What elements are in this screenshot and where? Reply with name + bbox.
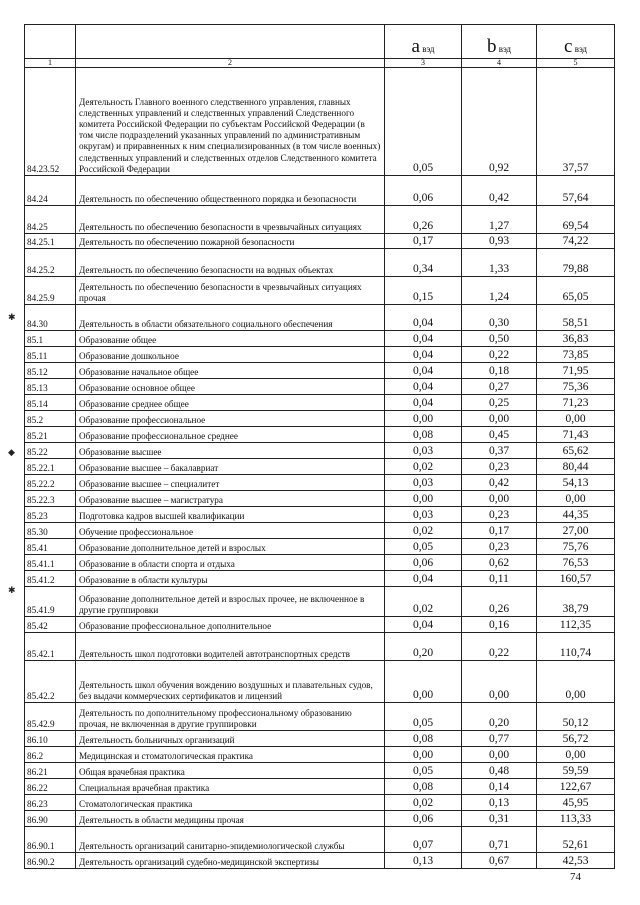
coef-b-cell: 0,23 [462,507,537,523]
code-cell: 85.30 [25,523,76,539]
code-cell: 84.30 [25,305,76,331]
coef-a-cell: 0,00 [385,411,462,427]
coef-b-cell: 0,26 [462,587,537,617]
activity-name-cell: Образование начальное общее [76,363,385,379]
coef-b-cell: 0,71 [462,827,537,853]
coef-a-cell: 0,02 [385,795,462,811]
coef-b-cell: 0,37 [462,443,537,459]
table-row [25,331,615,347]
activity-name-cell: Деятельность по дополнительному профессиональному образованию прочая, не включенная в другие группировки [76,703,385,731]
coef-a-cell: 0,03 [385,507,462,523]
coef-b-cell: 0,31 [462,811,537,827]
coef-b-cell: 1,27 [462,206,537,234]
activity-name-cell: Деятельность организаций санитарно-эпидемиологической службы [76,827,385,853]
activity-name-cell: Медицинская и стоматологическая практика [76,747,385,763]
coef-c-cell: 65,05 [537,277,615,305]
activity-name-cell: Образование дополнительное детей и взрослых [76,539,385,555]
table-row [25,763,615,779]
coef-c-cell: 122,67 [537,779,615,795]
coef-c-cell: 45,95 [537,795,615,811]
table-row [25,234,615,249]
coef-c-cell: 0,00 [537,747,615,763]
activity-name-cell: Общая врачебная практика [76,763,385,779]
coef-a-cell: 0,04 [385,395,462,411]
coefficients-table [24,24,615,869]
header-code-cell [25,25,76,59]
table-row [25,427,615,443]
table-row [25,617,615,633]
table-row [25,779,615,795]
coef-b-cell: 0,00 [462,411,537,427]
code-cell: 85.13 [25,379,76,395]
activity-name-cell: Образование среднее общее [76,395,385,411]
activity-name-cell: Образование высшее – магистратура [76,491,385,507]
table-row [25,507,615,523]
code-cell: 86.10 [25,731,76,747]
table-row [25,277,615,305]
code-cell: 86.2 [25,747,76,763]
code-cell: 85.42 [25,617,76,633]
activity-name-cell: Образование высшее – специалитет [76,475,385,491]
coef-a-cell: 0,03 [385,443,462,459]
activity-name-cell: Деятельность школ подготовки водителей автотранспортных средств [76,633,385,661]
coef-c-cell: 36,83 [537,331,615,347]
column-index-cell: 5 [537,59,615,68]
activity-name-cell: Деятельность школ обучения вождению воздушных и плавательных судов, без выдачи коммерческих сертификатов и лицензий [76,661,385,703]
code-cell: 84.24 [25,176,76,206]
header-b-symbol: b [486,35,497,57]
coef-b-cell: 0,23 [462,459,537,475]
activity-name-cell: Подготовка кадров высшей квалификации [76,507,385,523]
coef-a-cell: 0,34 [385,249,462,277]
coef-a-cell: 0,17 [385,234,462,249]
coef-b-cell: 0,67 [462,853,537,869]
coef-a-cell: 0,03 [385,475,462,491]
coef-b-cell: 0,45 [462,427,537,443]
coef-c-cell: 58,51 [537,305,615,331]
coef-a-cell: 0,02 [385,587,462,617]
coef-a-cell: 0,04 [385,617,462,633]
table-row [25,853,615,869]
coef-c-cell: 75,76 [537,539,615,555]
activity-name-cell: Деятельность в области медицины прочая [76,811,385,827]
code-cell: 86.23 [25,795,76,811]
activity-name-cell: Образование дошкольное [76,347,385,363]
coef-a-cell: 0,13 [385,853,462,869]
document-table-container [24,24,614,869]
table-header-row [25,25,615,59]
coef-b-cell: 0,00 [462,491,537,507]
coef-b-cell: 0,16 [462,617,537,633]
coef-c-cell: 50,12 [537,703,615,731]
coef-a-cell: 0,04 [385,347,462,363]
coef-a-cell: 0,08 [385,427,462,443]
coef-b-cell: 0,23 [462,539,537,555]
table-row [25,206,615,234]
header-b-subscript: вэд [498,43,512,54]
code-cell: 85.41.9 [25,587,76,617]
coef-a-cell: 0,06 [385,176,462,206]
table-row [25,571,615,587]
coef-c-cell: 71,95 [537,363,615,379]
table-row [25,363,615,379]
coef-c-cell: 160,57 [537,571,615,587]
coef-a-cell: 0,08 [385,779,462,795]
coef-b-cell: 0,14 [462,779,537,795]
activity-name-cell: Образование в области культуры [76,571,385,587]
coef-b-cell: 0,11 [462,571,537,587]
activity-name-cell: Деятельность по обеспечению безопасности в чрезвычайных ситуациях [76,206,385,234]
code-cell: 85.12 [25,363,76,379]
coef-b-cell: 0,20 [462,703,537,731]
coef-b-cell: 0,50 [462,331,537,347]
table-row [25,827,615,853]
coef-c-cell: 0,00 [537,411,615,427]
coef-c-cell: 44,35 [537,507,615,523]
coef-a-cell: 0,02 [385,523,462,539]
table-row [25,539,615,555]
coef-b-cell: 0,13 [462,795,537,811]
coef-a-cell: 0,07 [385,827,462,853]
coef-a-cell: 0,06 [385,555,462,571]
coef-a-cell: 0,00 [385,747,462,763]
header-name-cell [76,25,385,59]
coef-a-cell: 0,00 [385,491,462,507]
code-cell: 86.90 [25,811,76,827]
activity-name-cell: Деятельность по обеспечению безопасности на водных объектах [76,249,385,277]
table-row [25,795,615,811]
code-cell: 85.22.3 [25,491,76,507]
code-cell: 86.90.2 [25,853,76,869]
code-cell: 85.2 [25,411,76,427]
coef-b-cell: 0,00 [462,747,537,763]
coef-a-cell: 0,02 [385,459,462,475]
activity-name-cell: Деятельность Главного военного следственного управления, главных следственных управлений и следственных управлений Следственного комитета Российской Федерации по субъектам Российской Федерации (в том числе подразделений указанных управлений по административным округам) и приравненных к ним специализированных (в том числе военных) следственных управлений и следственных отделов Следственного комитета Российской Федерации [76,68,385,176]
coef-c-cell: 0,00 [537,661,615,703]
code-cell: 85.42.1 [25,633,76,661]
coef-c-cell: 71,43 [537,427,615,443]
table-row [25,633,615,661]
table-row [25,555,615,571]
activity-name-cell: Образование профессиональное [76,411,385,427]
coef-c-cell: 37,57 [537,68,615,176]
code-cell: 86.21 [25,763,76,779]
coef-c-cell: 38,79 [537,587,615,617]
code-cell: 85.22.2 [25,475,76,491]
coef-c-cell: 80,44 [537,459,615,475]
code-cell: 84.25.1 [25,234,76,249]
coef-b-cell: 0,27 [462,379,537,395]
table-row [25,747,615,763]
header-b-cell [462,25,537,59]
code-cell: 85.22 [25,443,76,459]
coef-c-cell: 65,62 [537,443,615,459]
code-cell: 84.25.2 [25,249,76,277]
coef-a-cell: 0,00 [385,661,462,703]
activity-name-cell: Образование общее [76,331,385,347]
coef-b-cell: 0,22 [462,633,537,661]
code-cell: 84.25.9 [25,277,76,305]
table-row [25,491,615,507]
coef-a-cell: 0,04 [385,379,462,395]
code-cell: 85.42.9 [25,703,76,731]
activity-name-cell: Деятельность больничных организаций [76,731,385,747]
coef-a-cell: 0,26 [385,206,462,234]
activity-name-cell: Образование профессиональное среднее [76,427,385,443]
coef-a-cell: 0,06 [385,811,462,827]
header-a-symbol: a [411,35,420,57]
code-cell: 85.22.1 [25,459,76,475]
column-index-row [25,59,615,68]
code-cell: 86.90.1 [25,827,76,853]
coef-b-cell: 1,24 [462,277,537,305]
coef-b-cell: 0,00 [462,661,537,703]
coef-b-cell: 0,22 [462,347,537,363]
table-row [25,68,615,176]
coef-b-cell: 0,18 [462,363,537,379]
coef-c-cell: 57,64 [537,176,615,206]
coef-a-cell: 0,05 [385,539,462,555]
table-row [25,523,615,539]
coef-c-cell: 73,85 [537,347,615,363]
table-row [25,811,615,827]
table-row [25,475,615,491]
table-row [25,661,615,703]
activity-name-cell: Специальная врачебная практика [76,779,385,795]
activity-name-cell: Деятельность по обеспечению пожарной безопасности [76,234,385,249]
coef-c-cell: 110,74 [537,633,615,661]
code-cell: 85.23 [25,507,76,523]
table-row [25,379,615,395]
column-index-cell: 3 [385,59,462,68]
coef-c-cell: 42,53 [537,853,615,869]
activity-name-cell: Образование основное общее [76,379,385,395]
column-index-cell: 4 [462,59,537,68]
coef-a-cell: 0,05 [385,68,462,176]
coef-c-cell: 76,53 [537,555,615,571]
code-cell: 85.11 [25,347,76,363]
coef-a-cell: 0,08 [385,731,462,747]
coef-a-cell: 0,20 [385,633,462,661]
table-row [25,459,615,475]
activity-name-cell: Образование высшее – бакалавриат [76,459,385,475]
code-cell: 85.41.1 [25,555,76,571]
coef-c-cell: 112,35 [537,617,615,633]
code-cell: 85.1 [25,331,76,347]
table-row [25,443,615,459]
coef-c-cell: 0,00 [537,491,615,507]
activity-name-cell: Деятельность по обеспечению безопасности в чрезвычайных ситуациях прочая [76,277,385,305]
coef-c-cell: 59,59 [537,763,615,779]
activity-name-cell: Деятельность по обеспечению общественного порядка и безопасности [76,176,385,206]
coef-b-cell: 0,77 [462,731,537,747]
margin-mark: ✱ [8,585,16,595]
column-index-cell: 2 [76,59,385,68]
table-row [25,305,615,331]
margin-mark: ◆ [8,447,15,457]
code-cell: 85.41.2 [25,571,76,587]
coef-b-cell: 0,62 [462,555,537,571]
coef-c-cell: 69,54 [537,206,615,234]
activity-name-cell: Образование в области спорта и отдыха [76,555,385,571]
code-cell: 85.42.2 [25,661,76,703]
code-cell: 84.25 [25,206,76,234]
coef-a-cell: 0,04 [385,363,462,379]
coef-c-cell: 27,00 [537,523,615,539]
table-row [25,411,615,427]
coef-b-cell: 0,30 [462,305,537,331]
page-number: 74 [570,871,581,883]
table-row [25,249,615,277]
coef-b-cell: 0,48 [462,763,537,779]
header-a-subscript: вэд [422,43,435,54]
table-row [25,731,615,747]
coef-a-cell: 0,05 [385,763,462,779]
coef-a-cell: 0,04 [385,305,462,331]
coef-a-cell: 0,04 [385,571,462,587]
table-row [25,587,615,617]
header-c-cell [537,25,615,59]
coef-b-cell: 0,17 [462,523,537,539]
coef-c-cell: 79,88 [537,249,615,277]
column-index-cell: 1 [25,59,76,68]
code-cell: 85.14 [25,395,76,411]
code-cell: 85.41 [25,539,76,555]
coef-a-cell: 0,15 [385,277,462,305]
activity-name-cell: Образование дополнительное детей и взрослых прочее, не включенное в другие группировки [76,587,385,617]
coef-b-cell: 0,25 [462,395,537,411]
coef-c-cell: 75,36 [537,379,615,395]
coef-c-cell: 74,22 [537,234,615,249]
header-c-subscript: вэд [574,43,587,54]
header-c-symbol: c [564,35,573,57]
coef-c-cell: 56,72 [537,731,615,747]
activity-name-cell: Деятельность в области обязательного социального обеспечения [76,305,385,331]
code-cell: 85.21 [25,427,76,443]
activity-name-cell: Обучение профессиональное [76,523,385,539]
coef-c-cell: 113,33 [537,811,615,827]
coef-a-cell: 0,05 [385,703,462,731]
coef-b-cell: 0,42 [462,176,537,206]
margin-mark: ✱ [8,312,16,322]
code-cell: 84.23.52 [25,68,76,176]
coef-b-cell: 0,92 [462,68,537,176]
activity-name-cell: Образование высшее [76,443,385,459]
coef-b-cell: 0,93 [462,234,537,249]
coef-c-cell: 52,61 [537,827,615,853]
table-row [25,703,615,731]
table-row [25,176,615,206]
activity-name-cell: Стоматологическая практика [76,795,385,811]
coef-b-cell: 0,42 [462,475,537,491]
code-cell: 86.22 [25,779,76,795]
activity-name-cell: Деятельность организаций судебно-медицинской экспертизы [76,853,385,869]
coef-b-cell: 1,33 [462,249,537,277]
header-a-cell [385,25,462,59]
table-row [25,395,615,411]
activity-name-cell: Образование профессиональное дополнительное [76,617,385,633]
coef-c-cell: 54,13 [537,475,615,491]
coef-a-cell: 0,04 [385,331,462,347]
table-row [25,347,615,363]
coef-c-cell: 71,23 [537,395,615,411]
